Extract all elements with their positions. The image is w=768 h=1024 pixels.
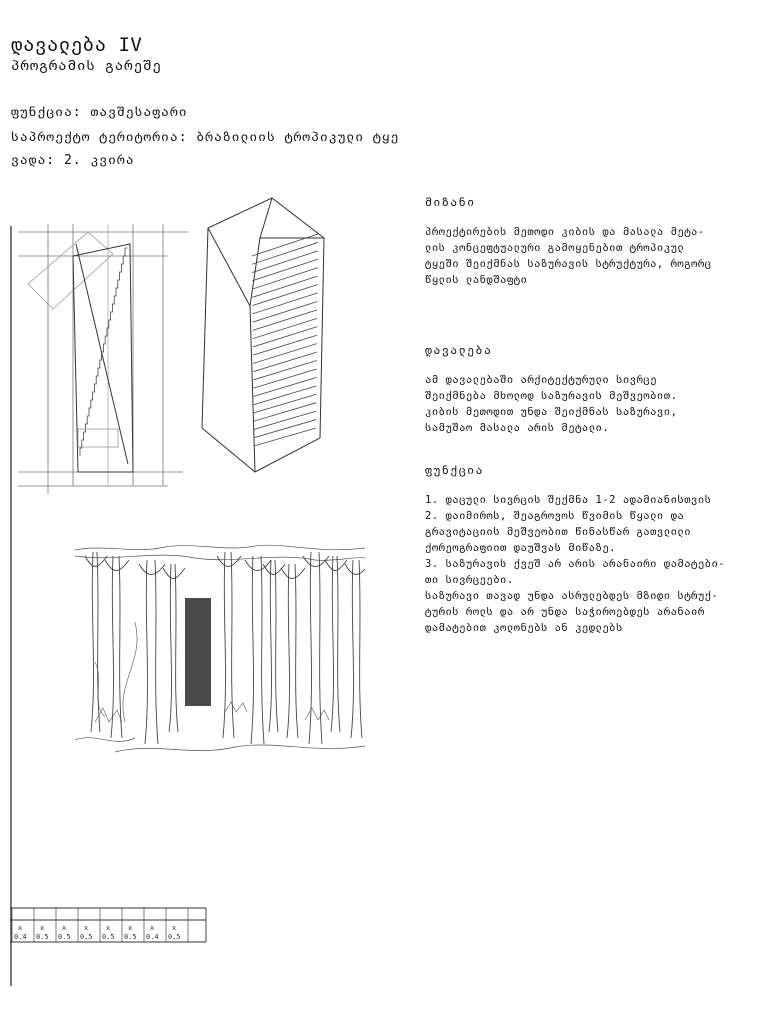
tree-trunk <box>287 564 290 738</box>
grid-cell-value: 0.5 <box>80 933 93 941</box>
goal-section <box>425 194 760 288</box>
stair-step <box>114 296 116 304</box>
tree-trunk <box>145 560 148 744</box>
tree-trunk-edge <box>295 564 298 738</box>
grid-cell-value: 0.4 <box>14 933 27 941</box>
tree-trunk <box>269 560 272 732</box>
stair-tread <box>254 403 317 422</box>
stair-tread <box>252 259 317 280</box>
tree-canopy <box>217 556 241 567</box>
tree-trunk-edge <box>261 556 264 744</box>
stair-tread <box>252 242 318 264</box>
stair-tread <box>253 344 317 364</box>
stair-tread <box>253 285 318 306</box>
staircase-perspective-sketch <box>200 196 328 476</box>
stair-tread <box>254 386 317 405</box>
task-heading: დავალება <box>425 343 493 357</box>
stair-tread <box>252 268 317 289</box>
grid-cell-mark: x <box>18 924 23 932</box>
tree-trunk <box>111 556 114 738</box>
grid-cell-mark: x <box>62 924 67 932</box>
function-line: ქორეოგრაფიით დაუშვას მიწაზე. <box>425 542 617 554</box>
function-line: 2. დაიმიროს, შეაგროვოს წვიმის წყალი და <box>425 510 685 522</box>
tree-trunk <box>351 560 354 738</box>
task-line: სამუშაო მასალა არის მეტალი. <box>425 422 610 434</box>
stair-tread <box>253 369 316 388</box>
stair-step <box>105 336 107 344</box>
goal-line: პროექტირების მეთოდი კიბის და მასალა მეტა- <box>425 226 705 238</box>
stair-tread <box>252 251 318 273</box>
grid-cell-value: 0.5 <box>58 933 71 941</box>
goal-text <box>425 224 760 288</box>
stair-tread <box>253 310 317 330</box>
task-line: კიბის მეთოდით უნდა შეიქმნას საზურავი, <box>425 406 678 418</box>
stair-step <box>111 312 113 320</box>
tree-canopy <box>303 556 329 567</box>
stair-step <box>121 264 123 272</box>
stair-step <box>116 288 118 296</box>
tree-trunk <box>309 552 312 744</box>
stair-tread <box>253 377 316 396</box>
stair-tread <box>254 420 316 438</box>
grid-cell-value: 0.5 <box>168 933 181 941</box>
tree-trunk-edge <box>175 564 178 732</box>
grid-cell-mark: x <box>106 924 111 932</box>
stair-step <box>85 424 87 432</box>
stair-tread <box>252 276 317 297</box>
tree-canopy <box>105 560 129 571</box>
stair-tread <box>254 428 316 446</box>
stair-step <box>93 392 95 400</box>
grid-cell-mark: x <box>150 924 155 932</box>
stair-step <box>96 376 98 384</box>
stair-tread <box>253 335 317 355</box>
tree-canopy <box>245 560 271 571</box>
page-edge-line <box>10 226 14 986</box>
function-line: 1. დაცული სივრცის შექმნა 1-2 ადამიანისთვის <box>425 494 712 506</box>
tree-canopy <box>163 568 185 579</box>
grid-cell-value: 0.5 <box>124 933 137 941</box>
meta-territory: საპროექტო ტერიტორია: ბრაზილიის ტროპიკული ტყე <box>11 130 400 145</box>
grid-cell-value: 0.4 <box>146 933 159 941</box>
tree-canopy <box>325 560 347 571</box>
goal-heading: მიზანი <box>425 195 476 209</box>
stair-step <box>109 320 111 328</box>
grid-cell-value: 0.5 <box>102 933 115 941</box>
stair-step <box>84 432 86 440</box>
tree-trunk-edge <box>359 560 362 738</box>
tree-canopy <box>139 564 165 575</box>
stair-step <box>91 400 93 408</box>
shelter-block <box>185 598 211 706</box>
task-line: ამ დავალებაში არქიტექტურული სივრცე <box>425 374 657 386</box>
function-text <box>425 492 760 636</box>
tree-trunk-edge <box>119 556 122 738</box>
tree-trunk-edge <box>337 556 340 732</box>
tree-trunk-edge <box>231 552 234 738</box>
grid-cell-value: 0.5 <box>36 933 49 941</box>
grid-cell-mark: x <box>40 924 45 932</box>
function-line: თი სივრცეები. <box>425 574 514 586</box>
stair-tread <box>253 352 317 372</box>
function-line: დამატებით კოლონებს ან კედლებს <box>425 622 623 634</box>
meta-function: ფუნქცია: თავშესაფარი <box>11 105 188 120</box>
stair-tread <box>252 234 318 256</box>
stair-step <box>80 448 82 456</box>
stair-step <box>89 408 91 416</box>
task-section <box>425 342 760 436</box>
tree-trunk <box>91 552 94 732</box>
function-line: საზურავი თავად უნდა ასრულებდეს მზიდი სტრუქ- <box>425 590 719 602</box>
stair-tread <box>254 411 316 429</box>
tree-trunk-edge <box>275 560 278 732</box>
task-text <box>425 372 760 436</box>
goal-line: წყლის ლანდშაფტი <box>425 274 528 286</box>
stair-step <box>120 272 122 280</box>
stair-step <box>87 416 89 424</box>
stair-step <box>112 304 114 312</box>
stair-tread <box>253 301 318 322</box>
task-line: შეიქმნება მხოლოდ საზურავის მეშვეობით. <box>425 390 678 402</box>
stair-step <box>98 368 100 376</box>
stair-tread <box>254 394 317 413</box>
function-heading: ფუნქცია <box>425 463 484 477</box>
meta-deadline: ვადა: 2. კვირა <box>11 153 135 168</box>
tree-trunk <box>331 556 334 732</box>
stair-step <box>94 384 96 392</box>
grid-cell-mark: x <box>84 924 89 932</box>
stair-step <box>125 248 127 256</box>
grid-cell-mark: x <box>128 924 133 932</box>
stair-step <box>118 280 120 288</box>
stair-step <box>100 360 102 368</box>
stair-step <box>123 256 125 264</box>
tree-trunk <box>251 556 254 744</box>
grid-cell-mark: x <box>172 924 177 932</box>
tree-trunk-edge <box>319 552 322 744</box>
page-subtitle: პროგრამის გარეშე <box>11 58 162 74</box>
stair-tread <box>253 318 317 338</box>
tree-trunk <box>169 564 172 732</box>
goal-line: ტყეში შეიქმნას საზურავის სტრუქტურა, როგორც <box>425 258 712 270</box>
tree-trunk <box>223 552 226 738</box>
function-line: ტურის როლს და არ უნდა საჭიროებდეს არანაირ <box>425 606 705 618</box>
function-line: გრავიტაციის მეშვეობით წინასწარ გათვლილი <box>425 526 692 538</box>
stair-tread <box>253 293 318 314</box>
tree-trunk-edge <box>97 552 100 732</box>
forest-shelter-sketch <box>75 542 365 762</box>
tree-trunk-edge <box>155 560 158 744</box>
function-section <box>425 462 760 636</box>
stair-tread <box>253 327 317 347</box>
goal-line: ლის კონცეფტუალური გამოყენებით ტროპიკულ <box>425 242 685 254</box>
stair-step <box>103 344 105 352</box>
table-grid-sketch <box>10 906 210 948</box>
stair-tread <box>253 361 316 380</box>
tree-canopy <box>281 568 305 579</box>
function-line: 3. საზურავის ქვეშ არ არის არანაირი დამატები- <box>425 558 726 570</box>
page-title: დავალება IV <box>11 34 143 56</box>
staircase-elevation-sketch <box>18 224 188 494</box>
tree-canopy <box>345 564 365 575</box>
